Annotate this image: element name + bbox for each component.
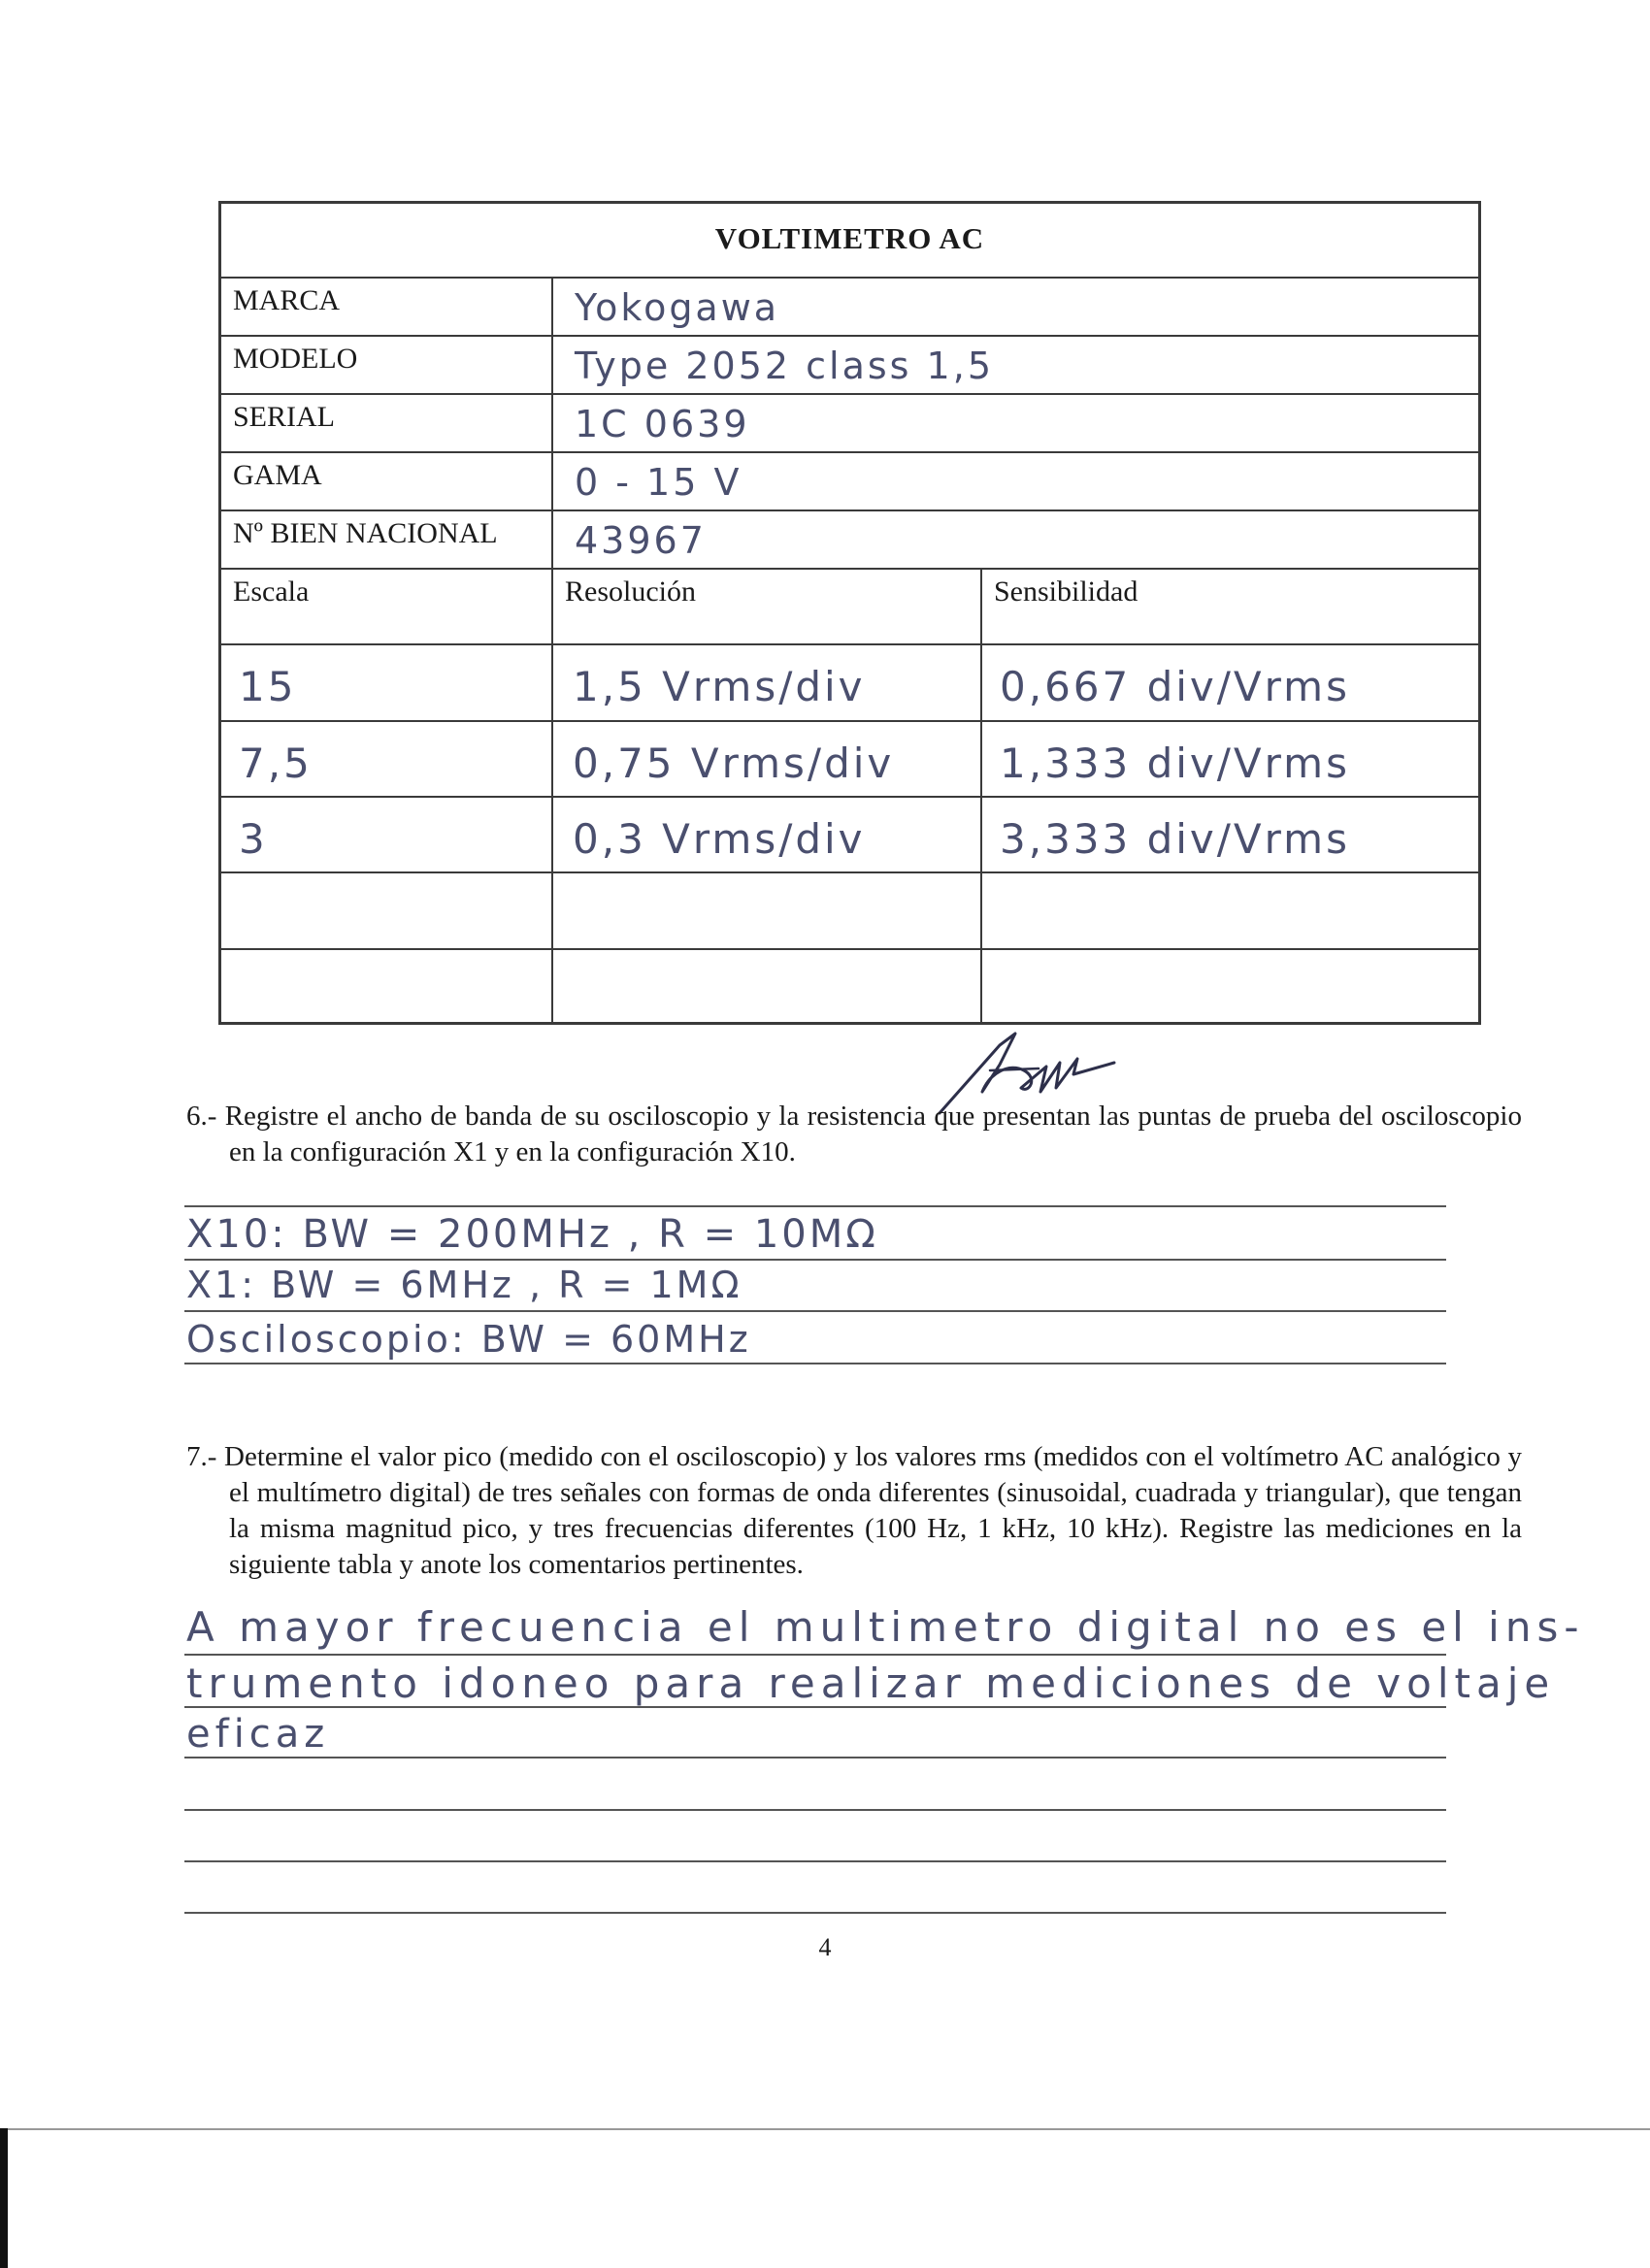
table-row <box>221 798 1478 873</box>
table-cell: 1,5 Vrms/div <box>573 663 866 710</box>
field-value: 43967 <box>575 519 707 562</box>
answer-rule <box>184 1310 1446 1312</box>
table-cell: 1,333 div/Vrms <box>1000 740 1350 787</box>
table-row <box>221 950 1478 1022</box>
q6-answer-line: X1: BW = 6MHz , R = 1MΩ <box>186 1264 742 1306</box>
column-header: Escala <box>233 575 310 608</box>
table-title-row <box>221 204 1478 279</box>
table-cell: 0,667 div/Vrms <box>1000 663 1350 710</box>
table-header-row <box>221 570 1478 645</box>
table-cell: 7,5 <box>239 740 313 787</box>
answer-rule <box>184 1706 1446 1708</box>
field-label: MARCA <box>233 284 341 316</box>
field-label: Nº BIEN NACIONAL <box>233 517 498 549</box>
answer-rule <box>184 1809 1446 1811</box>
field-label: GAMA <box>233 459 322 491</box>
column-header: Sensibilidad <box>994 575 1138 608</box>
field-value-cell <box>553 453 1478 509</box>
field-value: Yokogawa <box>575 286 780 329</box>
field-value-cell <box>553 511 1478 568</box>
field-row-gama <box>221 453 1478 511</box>
field-row-modelo <box>221 337 1478 395</box>
q7-answer-line: trumento idoneo para realizar mediciones de voltaje <box>186 1660 1556 1707</box>
answer-rule <box>184 1860 1446 1862</box>
answer-rule <box>184 1205 1446 1207</box>
answer-rule <box>184 1259 1446 1261</box>
question-6-text: 6.- Registre el ancho de banda de su osciloscopio y la resistencia que presentan las puntas de prueba del osciloscopio en la configuración X1 y en la configuración X10. <box>186 1101 1522 1167</box>
answer-rule <box>184 1654 1446 1656</box>
table-cell: 0,3 Vrms/div <box>573 815 866 863</box>
q6-answer-line: X10: BW = 200MHz , R = 10MΩ <box>186 1212 878 1257</box>
field-value: Type 2052 class 1,5 <box>575 345 994 387</box>
field-value: 1C 0639 <box>575 403 750 445</box>
table-cell: 0,75 Vrms/div <box>573 740 895 787</box>
field-row-serial <box>221 395 1478 453</box>
table-row <box>221 645 1478 722</box>
column-header: Resolución <box>565 575 696 608</box>
field-value-cell <box>553 337 1478 393</box>
field-value-cell <box>553 395 1478 451</box>
page-number: 4 <box>818 1933 832 1961</box>
scan-edge-line <box>0 2128 1650 2130</box>
table-cell: 3,333 div/Vrms <box>1000 815 1350 863</box>
voltmeter-table <box>218 201 1481 1025</box>
answer-rule <box>184 1757 1446 1759</box>
answer-rule <box>184 1363 1446 1364</box>
q7-answer-line: eficaz <box>186 1712 330 1757</box>
q6-answer-line: Osciloscopio: BW = 60MHz <box>186 1318 751 1361</box>
answer-rule <box>184 1912 1446 1914</box>
field-value: 0 - 15 V <box>575 461 742 504</box>
field-row-bien-nacional <box>221 511 1478 570</box>
field-label: MODELO <box>233 343 358 375</box>
question-7-text: 7.- Determine el valor pico (medido con el osciloscopio) y los valores rms (medidos con el voltímetro AC analógico y el multímetro digital) de tres señales con formas de onda diferentes (sinusoidal, cuadrada y triangular), que tengan la misma magnitud pico, y tres frecuencias diferentes (100 Hz, 1 kHz, 10 kHz). Registre las mediciones en la siguiente tabla y anote los comentarios pertinentes. <box>186 1441 1522 1580</box>
scan-edge-mark <box>0 2128 8 2268</box>
field-label: SERIAL <box>233 401 335 433</box>
field-value-cell <box>553 279 1478 335</box>
table-cell: 3 <box>239 815 268 863</box>
field-row-marca <box>221 279 1478 337</box>
table-cell: 15 <box>239 663 297 710</box>
table-title: VOLTIMETRO AC <box>714 221 985 255</box>
q7-answer-line: A mayor frecuencia el multimetro digital no es el ins- <box>186 1603 1585 1651</box>
table-row <box>221 722 1478 798</box>
table-row <box>221 873 1478 950</box>
